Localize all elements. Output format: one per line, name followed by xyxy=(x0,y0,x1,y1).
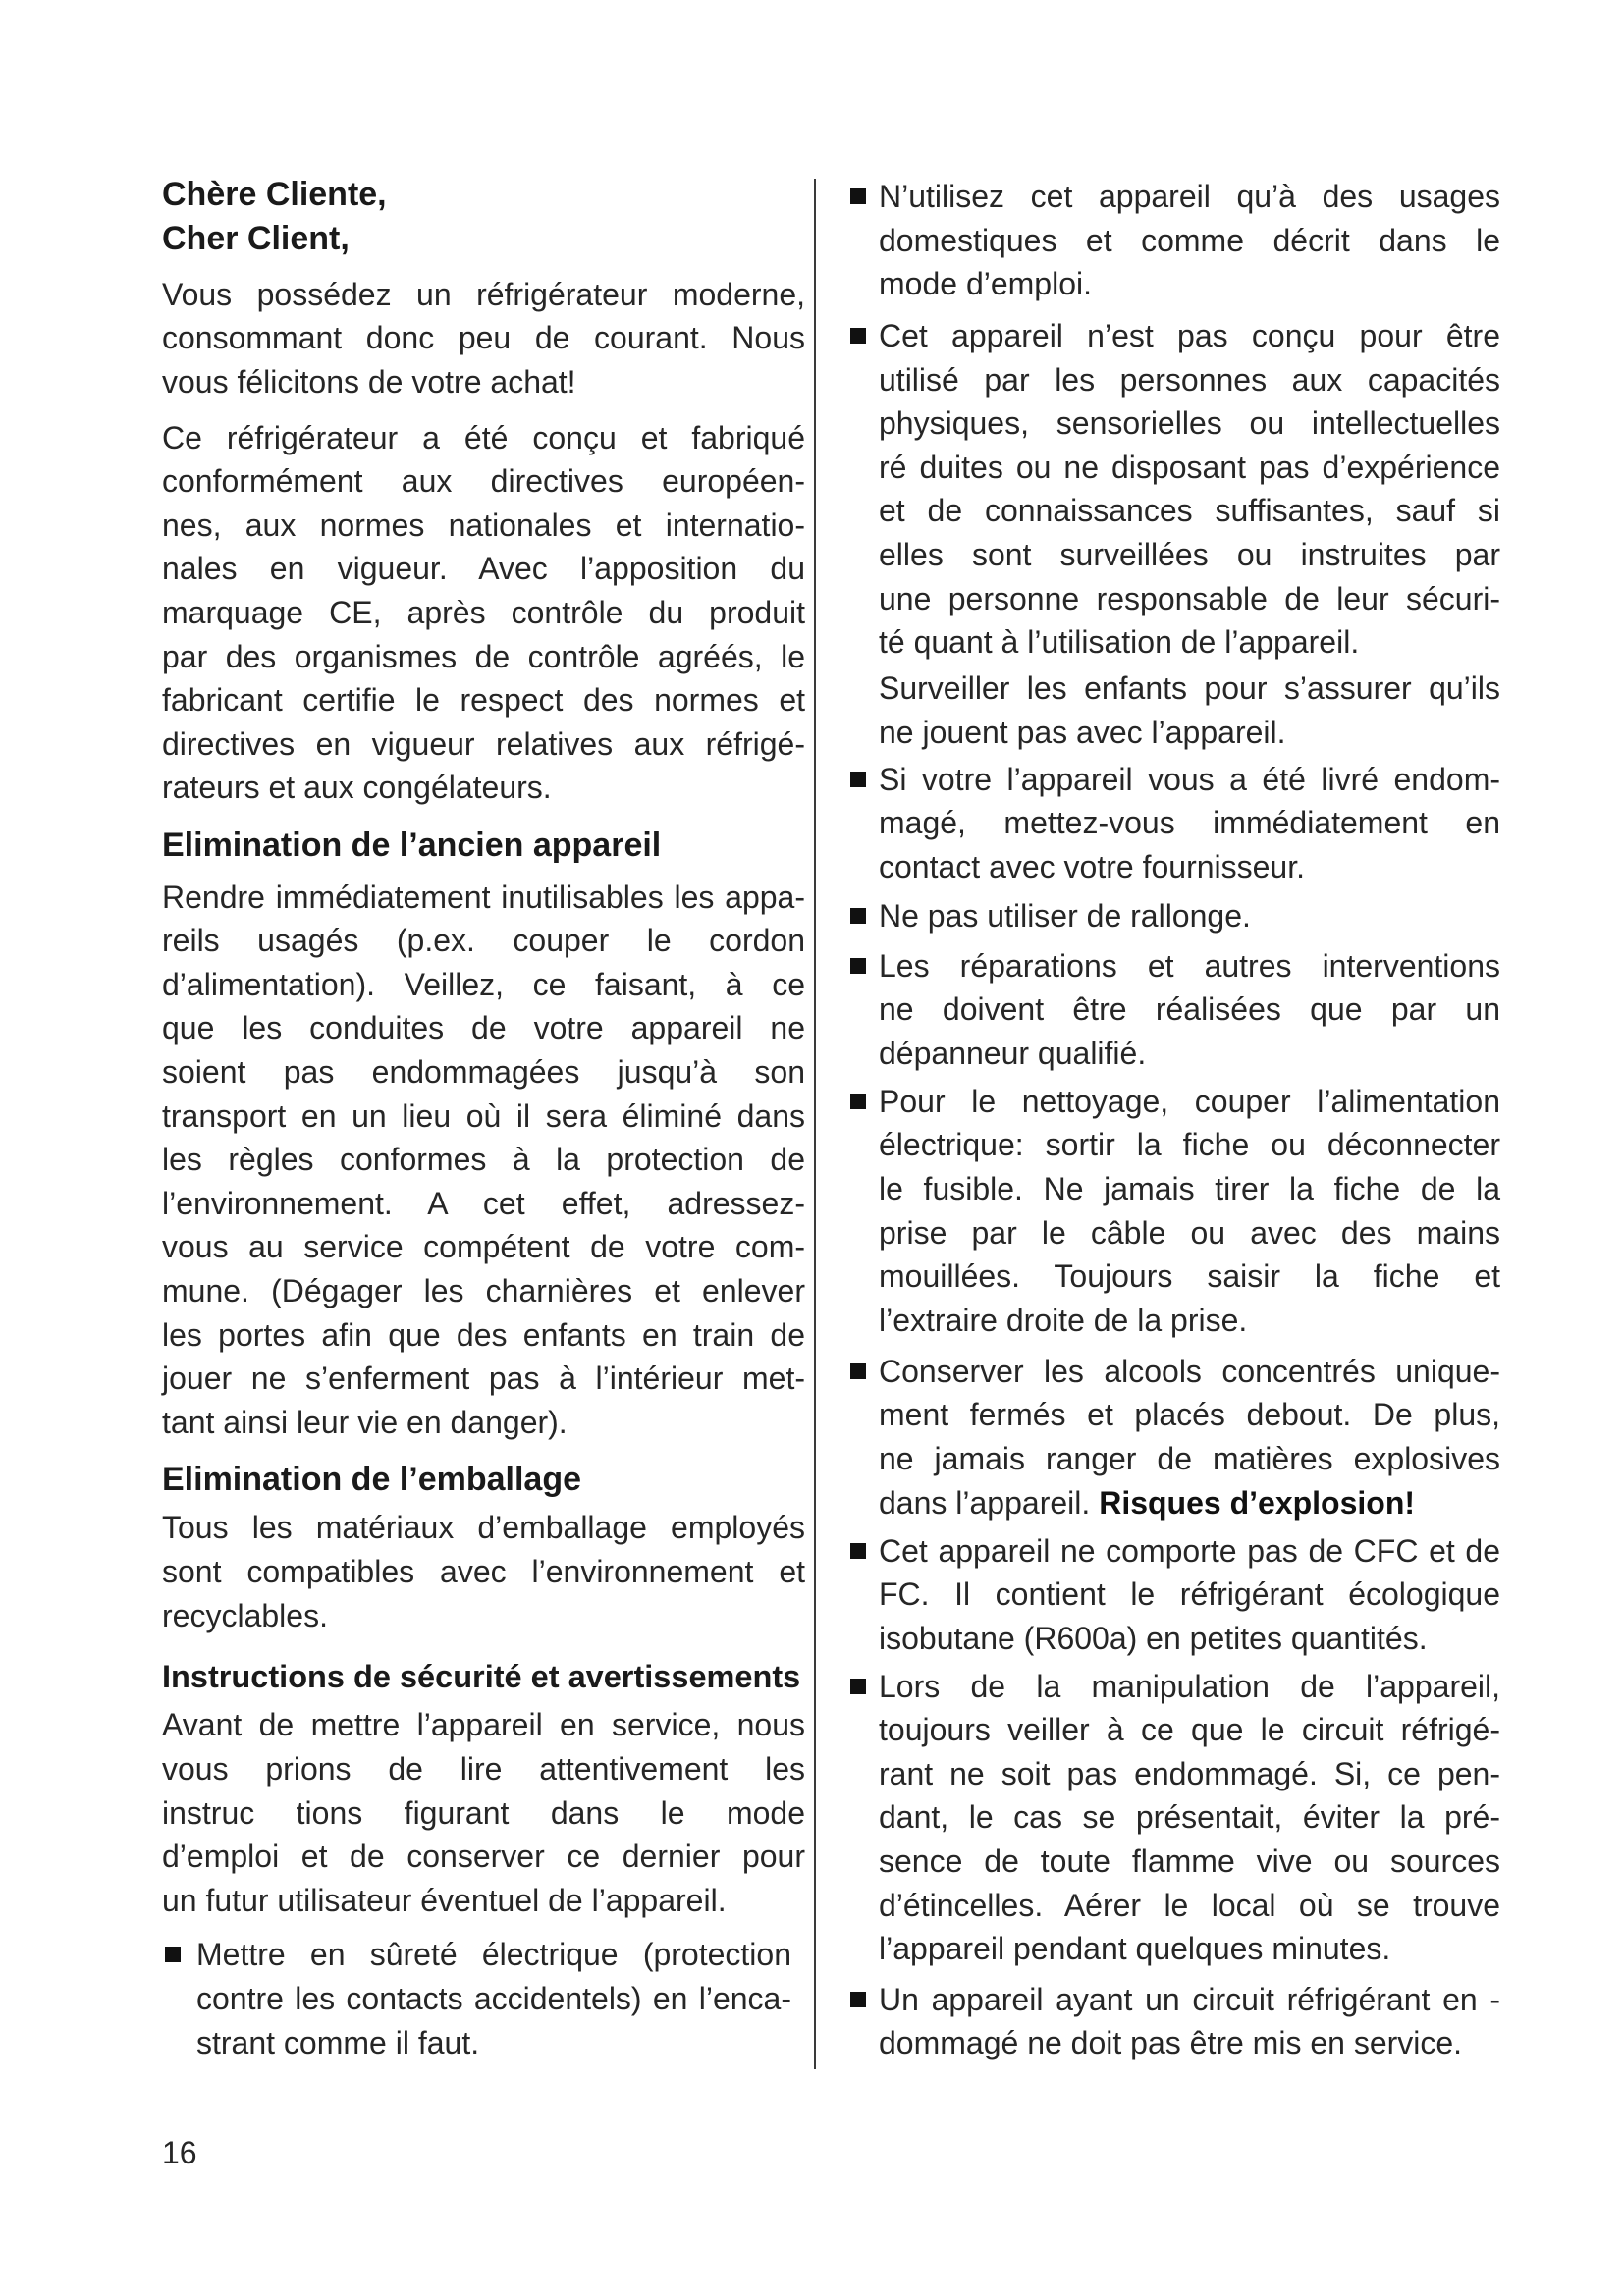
bullet-item xyxy=(850,894,1500,938)
bullet-item xyxy=(850,1978,1500,2065)
text-line: prise par le câble ou avec des mains xyxy=(879,1214,1500,1251)
text-line: dépanneur qualifié. xyxy=(879,1036,1147,1072)
text-line: jouer ne s’enferment pas à l’intérieur met- xyxy=(162,1361,805,1397)
text-line: les règles conformes à la protection de xyxy=(162,1142,805,1178)
bullet-square-icon xyxy=(850,1992,866,2007)
text-line: nes, aux normes nationales et internatio- xyxy=(162,507,805,543)
text-line: transport en un lieu où il sera éliminé dans xyxy=(162,1097,805,1134)
text-line: mode d’emploi. xyxy=(879,266,1092,302)
greeting-line: Chère Cliente, xyxy=(162,176,387,213)
text-line: rant ne soit pas endommagé. Si, ce pen- xyxy=(879,1755,1500,1791)
text-line: Si votre l’appareil vous a été livré endom- xyxy=(879,761,1500,797)
bullet-item xyxy=(850,1080,1500,1343)
text-line: magé, mettez-vous immédiatement en xyxy=(879,805,1500,841)
text-line: Ce réfrigérateur a été conçu et fabriqué xyxy=(162,419,805,455)
bullet-item xyxy=(850,314,1500,665)
text-line: une personne responsable de leur sécuri- xyxy=(879,580,1500,616)
text-line: conformément aux directives européen- xyxy=(162,463,805,500)
section-heading: Elimination de l’ancien appareil xyxy=(162,826,662,864)
bullet-text xyxy=(879,314,1500,665)
bullet-text xyxy=(879,944,1500,1076)
text-line: utilisé par les personnes aux capacités xyxy=(879,361,1500,398)
text-line: ré duites ou ne disposant pas d’expérience xyxy=(879,449,1500,485)
text-line: contact avec votre fournisseur. xyxy=(879,849,1305,885)
text-line: les portes afin que des enfants en train de xyxy=(162,1316,805,1353)
text-line: Conserver les alcools concentrés unique- xyxy=(879,1353,1500,1389)
bullet-note xyxy=(850,667,1500,754)
text-line: électrique: sortir la fiche ou déconnecter xyxy=(879,1127,1500,1163)
packaging-paragraph xyxy=(162,1506,805,1637)
text-line: Mettre en sûreté électrique (protection xyxy=(196,1937,791,1973)
text-line: toujours veiller à ce que le circuit réfrigé- xyxy=(879,1712,1500,1748)
bullet-square-icon xyxy=(850,328,866,344)
bullet-text xyxy=(879,1665,1500,1971)
text-line: d’étincelles. Aérer le local où se trouve xyxy=(879,1887,1500,1923)
greeting-line: Cher Client, xyxy=(162,219,350,257)
text-line: Rendre immédiatement inutilisables les appa- xyxy=(162,879,805,915)
text-line: fabricant certifie le respect des normes et xyxy=(162,682,805,719)
right-column xyxy=(850,175,1500,2065)
bullet-square-icon xyxy=(850,188,866,204)
text-line: ment fermés et placés debout. De plus, xyxy=(879,1397,1500,1433)
text-line: Tous les matériaux d’emballage employés xyxy=(162,1510,805,1546)
text-line: dant, le cas se présentait, éviter la pré- xyxy=(879,1799,1500,1836)
bullet-square-icon xyxy=(850,1543,866,1559)
text-line: Cet appareil ne comporte pas de CFC et de xyxy=(879,1532,1500,1569)
text-line: et de connaissances suffisantes, sauf si xyxy=(879,493,1500,529)
bullet-square-icon xyxy=(850,772,866,787)
text-line: que les conduites de votre appareil ne xyxy=(162,1010,805,1046)
text-line: isobutane (R600a) en petites quantités. xyxy=(879,1620,1428,1656)
text-line: Avant de mettre l’appareil en service, nous xyxy=(162,1707,805,1743)
bullet-text xyxy=(879,1529,1500,1661)
text-line: le fusible. Ne jamais tirer la fiche de la xyxy=(879,1171,1500,1206)
bullet-square-icon xyxy=(850,908,866,924)
bullet-text xyxy=(879,1080,1500,1343)
warning-emphasis: Risques d’explosion! xyxy=(1099,1484,1416,1521)
section-heading: Instructions de sécurité et avertissements xyxy=(162,1659,801,1695)
column-divider xyxy=(814,179,816,2069)
text-line: l’environnement. A cet effet, adressez- xyxy=(162,1185,805,1221)
text-line: physiques, sensorielles ou intellectuelles xyxy=(879,405,1500,442)
text-line: l’extraire droite de la prise. xyxy=(879,1302,1248,1338)
text-line: tant ainsi leur vie en danger). xyxy=(162,1404,568,1440)
bullet-item xyxy=(850,175,1500,306)
text-line: d’emploi et de conserver ce dernier pour xyxy=(162,1839,805,1875)
text-line: contre les contacts accidentels) en l’enca- xyxy=(196,1980,791,2016)
bullet-text xyxy=(879,1350,1500,1524)
text-line: sence de toute flamme vive ou sources xyxy=(879,1843,1500,1880)
text-line: ne doivent être réalisées que par un xyxy=(879,991,1500,1028)
text-line: Surveiller les enfants pour s’assurer qu’ils xyxy=(879,669,1500,706)
text-line: strant comme il faut. xyxy=(196,2024,480,2060)
left-column xyxy=(162,173,805,2064)
text-line: par des organismes de contrôle agréés, le xyxy=(162,638,805,674)
bullet-text xyxy=(879,175,1500,306)
text-segment: dans l’appareil. xyxy=(879,1484,1091,1521)
text-line: soient pas endommagées jusqu’à son xyxy=(162,1053,805,1090)
text-line: mouillées. Toujours saisir la fiche et xyxy=(879,1258,1500,1295)
bullet-item xyxy=(850,1350,1500,1524)
bullet-square-icon xyxy=(850,1679,866,1694)
text-line: d’alimentation). Veillez, ce faisant, à ce xyxy=(162,966,805,1002)
intro-paragraph xyxy=(162,273,805,404)
text-line: instruc tions figurant dans le mode xyxy=(162,1794,805,1831)
bullet-item xyxy=(850,758,1500,889)
bullet-square-icon xyxy=(850,1094,866,1109)
text-line: Lors de la manipulation de l’appareil, xyxy=(879,1668,1500,1704)
old-appliance-paragraph xyxy=(162,876,805,1445)
text-line: dommagé ne doit pas être mis en service. xyxy=(879,2025,1463,2061)
text-line: elles sont surveillées ou instruites par xyxy=(879,536,1500,572)
text-line: ne jouent pas avec l’appareil. xyxy=(879,714,1286,750)
text-line: directives en vigueur relatives aux réfrigé- xyxy=(162,725,805,762)
bullet-square-icon xyxy=(850,1363,866,1379)
text-line: nales en vigueur. Avec l’apposition du xyxy=(162,551,805,587)
bullet-text xyxy=(196,1933,791,2064)
text-line: recyclables. xyxy=(162,1597,328,1633)
text-line: Ne pas utiliser de rallonge. xyxy=(879,897,1251,934)
text-line: vous félicitons de votre achat! xyxy=(162,363,576,400)
text-line: mune. (Dégager les charnières et enlever xyxy=(162,1272,805,1308)
text-line: un futur utilisateur éventuel de l’appareil. xyxy=(162,1882,727,1918)
bullet-text xyxy=(879,894,1500,938)
text-line: vous au service compétent de votre com- xyxy=(162,1229,805,1265)
text-line: l’appareil pendant quelques minutes. xyxy=(879,1931,1391,1967)
text-line: ne jamais ranger de matières explosives xyxy=(879,1440,1500,1476)
intro-paragraph xyxy=(162,416,805,810)
text-line: Un appareil ayant un circuit réfrigérant en - xyxy=(879,1981,1500,2017)
bullet-item xyxy=(850,944,1500,1076)
text-line: marquage CE, après contrôle du produit xyxy=(162,595,805,631)
text-line: vous prions de lire attentivement les xyxy=(162,1751,805,1788)
bullet-item xyxy=(850,1665,1500,1971)
text-line: rateurs et aux congélateurs. xyxy=(162,770,552,806)
text-line xyxy=(879,1481,1500,1525)
section-heading: Elimination de l’emballage xyxy=(162,1461,581,1499)
bullet-text xyxy=(879,758,1500,889)
page-number: 16 xyxy=(162,2135,197,2170)
bullet-item xyxy=(162,1933,805,2064)
safety-paragraph xyxy=(162,1703,805,1922)
bullet-square-icon xyxy=(165,1947,181,1962)
text-line: domestiques et comme décrit dans le xyxy=(879,222,1500,258)
text-line: Cet appareil n’est pas conçu pour être xyxy=(879,317,1500,353)
bullet-square-icon xyxy=(850,958,866,974)
greeting xyxy=(162,173,805,260)
text-line: consommant donc peu de courant. Nous xyxy=(162,320,805,356)
bullet-text xyxy=(879,1978,1500,2065)
text-line: sont compatibles avec l’environnement et xyxy=(162,1554,805,1590)
text-line: N’utilisez cet appareil qu’à des usages xyxy=(879,179,1500,214)
text-line: Pour le nettoyage, couper l’alimentation xyxy=(879,1083,1500,1119)
text-line: Vous possédez un réfrigérateur moderne, xyxy=(162,276,805,312)
text-line: té quant à l’utilisation de l’appareil. xyxy=(879,624,1360,661)
text-line: reils usagés (p.ex. couper le cordon xyxy=(162,923,805,959)
text-line: FC. Il contient le réfrigérant écologique xyxy=(879,1576,1500,1613)
bullet-item xyxy=(850,1529,1500,1661)
text-line: Les réparations et autres interventions xyxy=(879,947,1500,984)
